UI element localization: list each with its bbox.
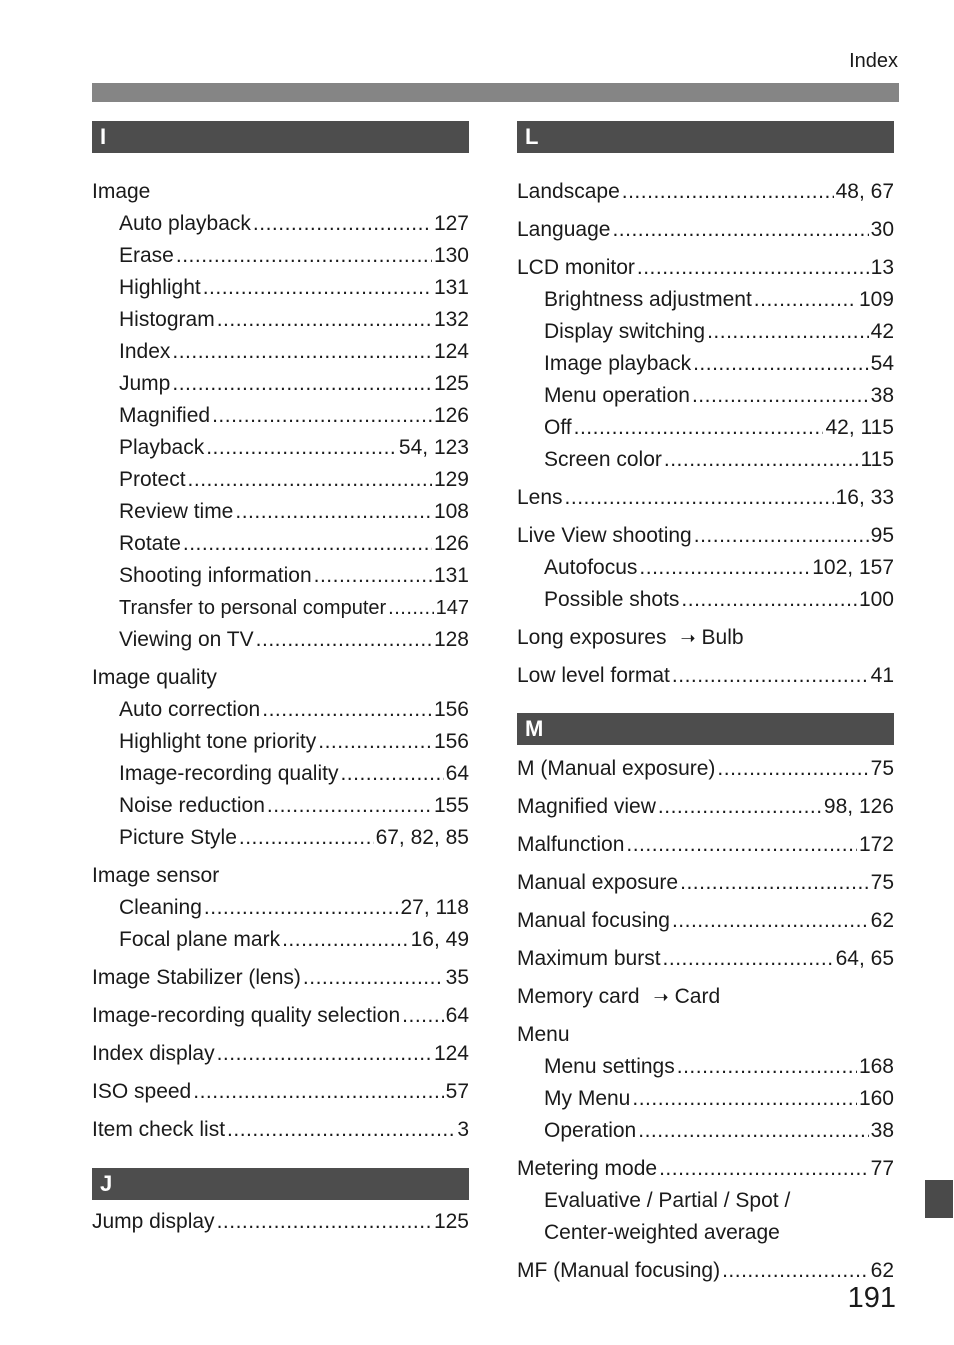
index-subentry: Brightness adjustment ..... 109 bbox=[517, 284, 894, 316]
index-subentry: Transfer to personal computer ..... 147 bbox=[92, 592, 469, 624]
index-subentry: Center-weighted average bbox=[544, 1221, 780, 1244]
thumb-tab bbox=[925, 1180, 953, 1218]
header-rule bbox=[92, 83, 899, 102]
index-entry: Manual focusing ..... 62 bbox=[517, 905, 894, 937]
index-subentry: Evaluative / Partial / Spot / bbox=[544, 1189, 791, 1212]
index-entry: Menu bbox=[517, 1023, 570, 1046]
index-subentry: Operation ..... 38 bbox=[517, 1115, 894, 1147]
page-number: 191 bbox=[847, 1282, 896, 1314]
index-entry: Malfunction ..... 172 bbox=[517, 829, 894, 861]
running-head: Index bbox=[849, 50, 898, 72]
index-column-right bbox=[517, 121, 894, 1287]
index-subentry: Protect ..... 129 bbox=[92, 464, 469, 496]
index-subentry: Screen color ..... 115 bbox=[517, 444, 894, 476]
index-entry: Memory card ➝ Card bbox=[517, 981, 894, 1013]
index-subentry: Off ..... 42, 115 bbox=[517, 412, 894, 444]
see-reference: Bulb bbox=[701, 626, 744, 649]
index-entry: Lens ..... 16, 33 bbox=[517, 482, 894, 514]
index-entry: ISO speed ..... 57 bbox=[92, 1076, 469, 1108]
index-subentry: Highlight ..... 131 bbox=[92, 272, 469, 304]
index-entry: Magnified view ..... 98, 126 bbox=[517, 791, 894, 823]
index-entry: MF (Manual focusing) ..... 62 bbox=[517, 1255, 894, 1287]
index-subentry: Focal plane mark ..... 16, 49 bbox=[92, 924, 469, 956]
index-entry: Landscape ..... 48, 67 bbox=[517, 176, 894, 208]
right-arrow-icon: ➝ bbox=[653, 987, 669, 1007]
section-heading-i: I bbox=[92, 121, 469, 153]
index-entry: Image Stabilizer (lens) ..... 35 bbox=[92, 962, 469, 994]
index-subentry: Index ..... 124 bbox=[92, 336, 469, 368]
index-subentry: Auto correction ..... 156 bbox=[92, 694, 469, 726]
index-subentry: Magnified ..... 126 bbox=[92, 400, 469, 432]
index-subentry: Menu operation ..... 38 bbox=[517, 380, 894, 412]
index-entry: Metering mode ..... 77 bbox=[517, 1153, 894, 1185]
index-entry: Language ..... 30 bbox=[517, 214, 894, 246]
index-entry: Item check list ..... 3 bbox=[92, 1114, 469, 1146]
index-subentry: Cleaning ..... 27, 118 bbox=[92, 892, 469, 924]
index-subentry: Picture Style ..... 67, 82, 85 bbox=[92, 822, 469, 854]
index-subentry: Highlight tone priority ..... 156 bbox=[92, 726, 469, 758]
index-entry: Low level format ..... 41 bbox=[517, 660, 894, 692]
index-entry: Image-recording quality selection ..... 64 bbox=[92, 1000, 469, 1032]
index-subentry: Histogram ..... 132 bbox=[92, 304, 469, 336]
index-column-left bbox=[92, 121, 469, 1238]
section-heading-m: M bbox=[517, 713, 894, 745]
index-subentry: Autofocus ..... 102, 157 bbox=[517, 552, 894, 584]
index-entry: Index display ..... 124 bbox=[92, 1038, 469, 1070]
index-entry: Image bbox=[92, 180, 151, 203]
index-entry: Maximum burst ..... 64, 65 bbox=[517, 943, 894, 975]
index-subentry: Playback ..... 54, 123 bbox=[92, 432, 469, 464]
index-subentry: Review time ..... 108 bbox=[92, 496, 469, 528]
index-subentry: Image-recording quality ..... 64 bbox=[92, 758, 469, 790]
index-entry: Manual exposure ..... 75 bbox=[517, 867, 894, 899]
see-reference: Card bbox=[674, 985, 721, 1008]
section-heading-l: L bbox=[517, 121, 894, 153]
index-subentry: Shooting information ..... 131 bbox=[92, 560, 469, 592]
index-entry: Long exposures ➝ Bulb bbox=[517, 622, 894, 654]
index-entry: M (Manual exposure) ..... 75 bbox=[517, 753, 894, 785]
index-subentry: Display switching ..... 42 bbox=[517, 316, 894, 348]
index-entry: Jump display ..... 125 bbox=[92, 1206, 469, 1238]
right-arrow-icon: ➝ bbox=[680, 628, 696, 648]
index-entry: Image quality bbox=[92, 666, 217, 689]
index-subentry: Noise reduction ..... 155 bbox=[92, 790, 469, 822]
section-heading-j: J bbox=[92, 1168, 469, 1200]
index-subentry: Auto playback ..... 127 bbox=[92, 208, 469, 240]
index-subentry: Image playback ..... 54 bbox=[517, 348, 894, 380]
index-subentry: My Menu ..... 160 bbox=[517, 1083, 894, 1115]
index-subentry: Jump ..... 125 bbox=[92, 368, 469, 400]
index-entry: LCD monitor ..... 13 bbox=[517, 252, 894, 284]
index-subentry: Viewing on TV ..... 128 bbox=[92, 624, 469, 656]
index-entry: Image sensor bbox=[92, 864, 220, 887]
index-subentry: Menu settings ..... 168 bbox=[517, 1051, 894, 1083]
index-subentry: Erase ..... 130 bbox=[92, 240, 469, 272]
index-subentry: Rotate ..... 126 bbox=[92, 528, 469, 560]
index-subentry: Possible shots ..... 100 bbox=[517, 584, 894, 616]
index-entry: Live View shooting ..... 95 bbox=[517, 520, 894, 552]
